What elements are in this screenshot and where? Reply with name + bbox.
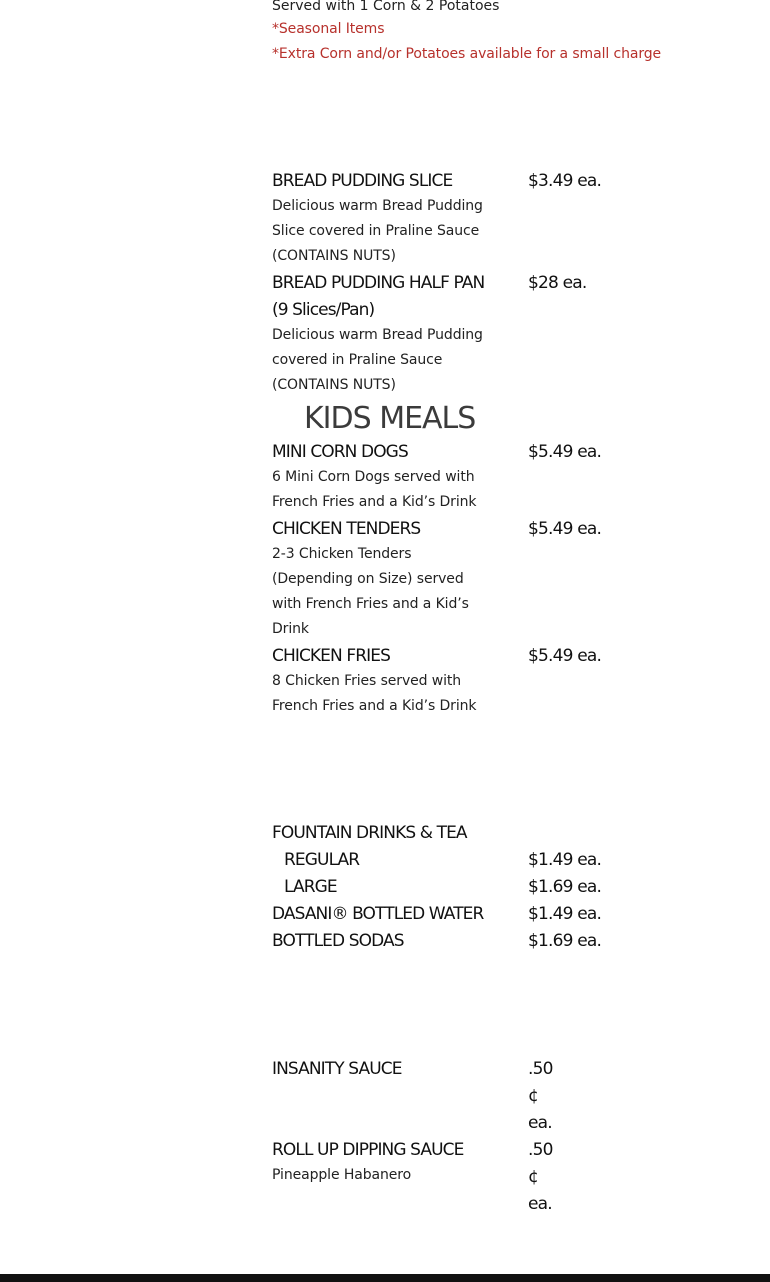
served-with-note: Served with 1 Corn & 2 Potatoes (272, 0, 500, 14)
bottled-sodas-name: BOTTLED SODAS (272, 931, 404, 951)
menu-item-description: Delicious warm Bread Pudding Slice covered in Praline Sauce (CONTAINS NUTS) (272, 198, 483, 264)
menu-item-name: MINI CORN DOGS (272, 442, 408, 462)
menu-item-description: 2-3 Chicken Tenders (Depending on Size) served with French Fries and a Kid’s Drink (272, 546, 469, 637)
menu-item-price: $5.49 ea. (528, 646, 602, 666)
menu-item-name: CHICKEN FRIES (272, 646, 390, 666)
sauce-price: .50 ¢ ea. (528, 1059, 553, 1133)
drinks-title: FOUNTAIN DRINKS & TEA (272, 823, 467, 843)
menu-item-name: BREAD PUDDING HALF PAN (9 Slices/Pan) (272, 273, 485, 320)
bottled-sodas-price: $1.69 ea. (528, 931, 602, 951)
drink-price-large: $1.69 ea. (528, 877, 602, 897)
menu-item-name: BREAD PUDDING SLICE (272, 171, 453, 191)
footer-bar (0, 1274, 770, 1282)
menu-item-description: 8 Chicken Fries served with French Fries and a Kid’s Drink (272, 673, 477, 714)
menu-item-description: Delicious warm Bread Pudding covered in Praline Sauce (CONTAINS NUTS) (272, 327, 483, 393)
bottled-water-price: $1.49 ea. (528, 904, 602, 924)
drink-size-regular: REGULAR (284, 850, 360, 870)
sauce-name: INSANITY SAUCE (272, 1059, 402, 1079)
menu-item-name: CHICKEN TENDERS (272, 519, 421, 539)
menu-item-price: $5.49 ea. (528, 519, 602, 539)
menu-item-price: $28 ea. (528, 273, 587, 293)
extra-charge-note: *Extra Corn and/or Potatoes available for a small charge (272, 46, 662, 62)
menu-item-description: 6 Mini Corn Dogs served with French Fries and a Kid’s Drink (272, 469, 477, 510)
section-heading-kids-meals: KIDS MEALS (304, 401, 476, 436)
sauce-name: ROLL UP DIPPING SAUCE (272, 1140, 464, 1160)
menu-item-price: $5.49 ea. (528, 442, 602, 462)
sauce-price: .50 ¢ ea. (528, 1140, 553, 1214)
drink-price-regular: $1.49 ea. (528, 850, 602, 870)
sauce-description: Pineapple Habanero (272, 1167, 412, 1183)
seasonal-note: *Seasonal Items (272, 21, 385, 37)
menu-item-price: $3.49 ea. (528, 171, 602, 191)
drink-size-large: LARGE (284, 877, 337, 897)
bottled-water-name: DASANI® BOTTLED WATER (272, 904, 484, 924)
